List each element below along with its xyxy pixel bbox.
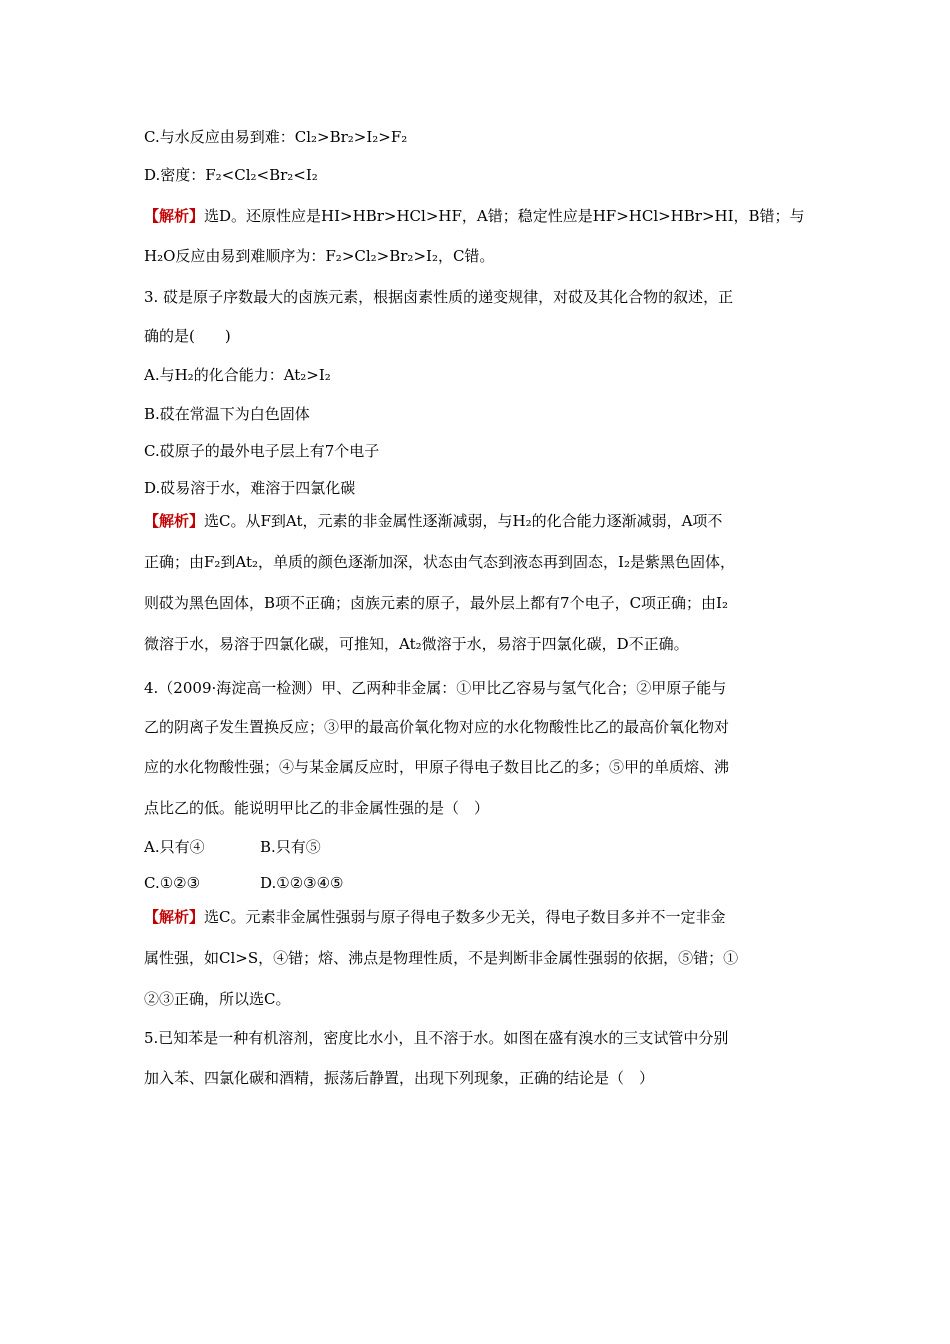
q2-analysis-line-2: H₂O反应由易到难顺序为：F₂>Cl₂>Br₂>I₂，C错。: [144, 247, 495, 265]
analysis-text: 选D。还原性应是HI>HBr>HCl>HF，A错；稳定性应是HF>HCl>HBr>HI，B错；与: [204, 207, 805, 225]
q3-option-c: C.砹原子的最外电子层上有7个电子: [144, 442, 380, 460]
q3-analysis-line-1: [144, 510, 814, 532]
analysis-tag: 【解析】: [144, 908, 205, 926]
q5-stem-line-2: 加入苯、四氯化碳和酒精，振荡后静置，出现下列现象，正确的结论是（ ）: [144, 1069, 655, 1087]
q4-option-b: B.只有⑤: [260, 838, 321, 856]
q4-analysis-line-1: [144, 906, 814, 928]
q3-option-a: A.与H₂的化合能力：At₂>I₂: [144, 366, 331, 384]
q3-analysis-line-4: 微溶于水，易溶于四氯化碳，可推知，At₂微溶于水，易溶于四氯化碳，D不正确。: [144, 635, 689, 653]
analysis-text: 选C。元素非金属性强弱与原子得电子数多少无关，得电子数目多并不一定非金: [204, 908, 726, 926]
q5-stem-line-1: 5.已知苯是一种有机溶剂，密度比水小，且不溶于水。如图在盛有溴水的三支试管中分别: [144, 1029, 729, 1047]
q4-options-row-2: [144, 872, 814, 894]
q2-option-c: C.与水反应由易到难：Cl₂>Br₂>I₂>F₂: [144, 128, 408, 146]
q4-option-c: C.①②③: [144, 874, 201, 892]
q3-option-b: B.砹在常温下为白色固体: [144, 405, 310, 423]
q3-analysis-line-3: 则砹为黑色固体，B项不正确；卤族元素的原子，最外层上都有7个电子，C项正确；由I₂: [144, 594, 728, 612]
q4-stem-line-1: 4.（2009·海淀高一检测）甲、乙两种非金属：①甲比乙容易与氢气化合；②甲原子能与: [144, 679, 727, 697]
q4-analysis-line-3: ②③正确，所以选C。: [144, 990, 291, 1008]
q3-stem-line-2: 确的是( ): [144, 327, 231, 345]
q2-analysis-line-1: [144, 205, 814, 227]
q3-stem-line-1: 3. 砹是原子序数最大的卤族元素，根据卤素性质的递变规律，对砹及其化合物的叙述，正: [144, 288, 734, 306]
q4-stem-line-2: 乙的阴离子发生置换反应；③甲的最高价氧化物对应的水化物酸性比乙的最高价氧化物对: [144, 718, 730, 736]
q4-stem-line-4: 点比乙的低。能说明甲比乙的非金属性强的是（ ）: [144, 799, 490, 817]
q4-analysis-line-2: 属性强，如Cl>S，④错；熔、沸点是物理性质，不是判断非金属性强弱的依据，⑤错；①: [144, 949, 739, 967]
analysis-tag: 【解析】: [144, 207, 205, 225]
q4-option-d: D.①②③④⑤: [260, 874, 344, 892]
q4-option-a: A.只有④: [144, 838, 205, 856]
q4-options-row-1: [144, 836, 814, 858]
analysis-tag: 【解析】: [144, 512, 205, 530]
analysis-text: 选C。从F到At，元素的非金属性逐渐减弱，与H₂的化合能力逐渐减弱，A项不: [204, 512, 723, 530]
q3-analysis-line-2: 正确；由F₂到At₂，单质的颜色逐渐加深，状态由气态到液态再到固态，I₂是紫黑色固体，: [144, 553, 735, 571]
q2-option-d: D.密度：F₂<Cl₂<Br₂<I₂: [144, 166, 318, 184]
q4-stem-line-3: 应的水化物酸性强；④与某金属反应时，甲原子得电子数目比乙的多；⑤甲的单质熔、沸: [144, 758, 730, 776]
q3-option-d: D.砹易溶于水，难溶于四氯化碳: [144, 479, 356, 497]
